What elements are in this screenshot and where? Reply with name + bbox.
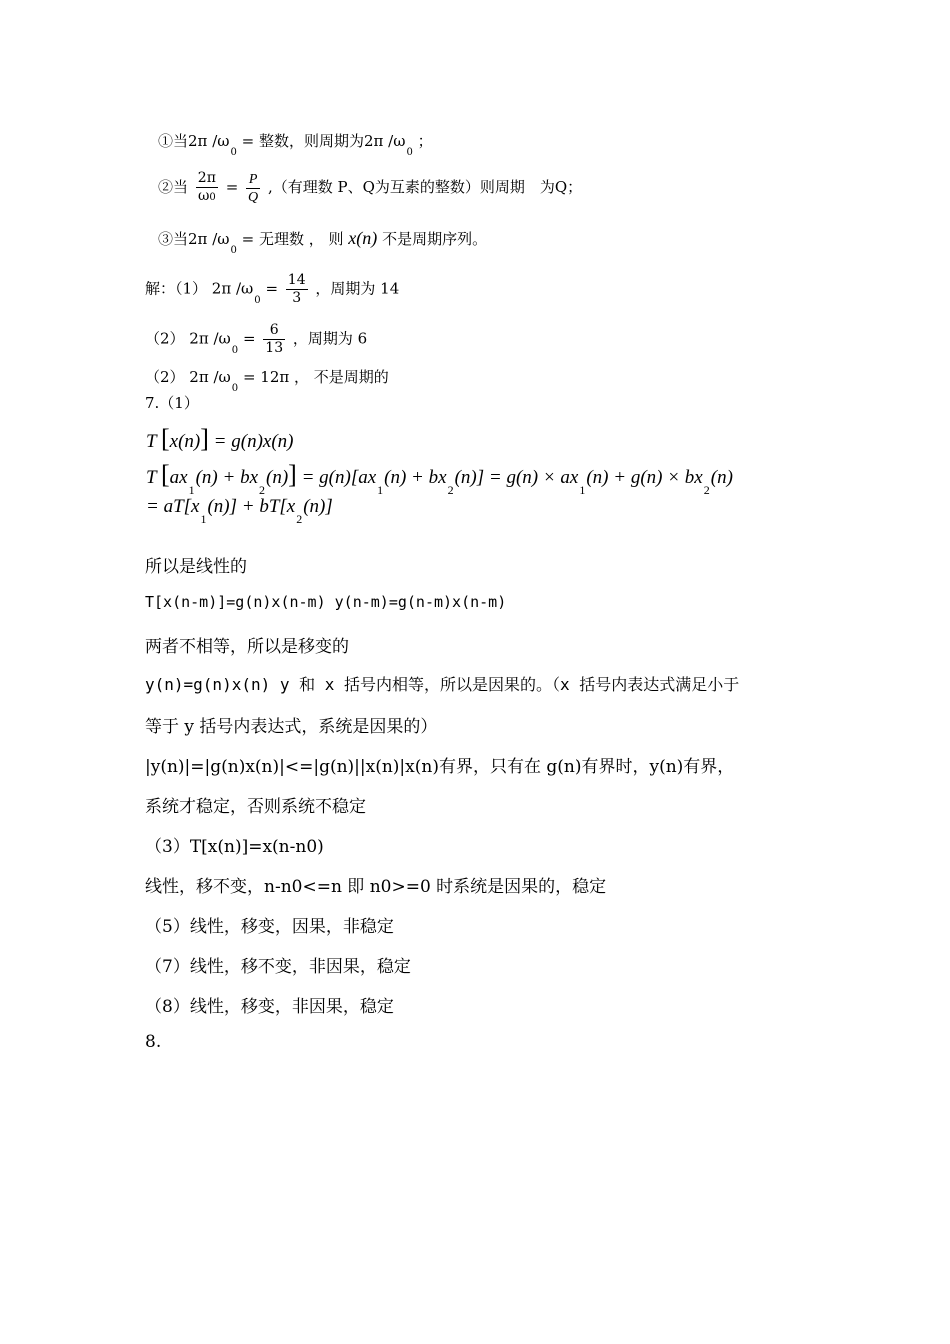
solution-2: （2） 2π $/\omega_0$ = $\frac{6}{13}$ ，周期为 6 xyxy=(145,322,368,356)
condition-1 xyxy=(158,130,433,158)
cond1-eq: = 整数，则周期为2π xyxy=(241,132,384,150)
shift-variance-expr: T[x(n-m)]=g(n)x(n-m) y(n-m)=g(n-m)x(n-m) xyxy=(145,593,507,611)
cond1-end: ； xyxy=(417,132,433,150)
solution-1: 解：（1） 2π $/\omega_0$ = $\frac{14}{3}$ ，周期为 14 xyxy=(145,272,400,306)
question-7-label: 7.（1） xyxy=(145,394,199,412)
part-3-conclusion: 线性，移不变，n-n0<=n 即 n0>=0 时系统是因果的，稳定 xyxy=(145,877,607,897)
cond2-text: ,（有理数 P、Q为互素的整数）则周期 为Q； xyxy=(267,178,583,196)
equation-3: = $aT[x_1(n)] + bT[x_2(n)]$ xyxy=(146,496,333,526)
cond3-eq: = 无理数 ， 则 xyxy=(241,230,344,248)
cond3-sub: 0 xyxy=(230,245,237,256)
cond1-omega2: /ω xyxy=(388,132,406,150)
cond2-eq: = xyxy=(225,178,239,196)
part-5-conclusion: （5）线性，移变，因果，非稳定 xyxy=(145,917,394,937)
cond2-fraction-p-q: $\frac{P}{Q}$ xyxy=(248,171,259,205)
cond3-start: ③当2π xyxy=(158,230,208,248)
condition-3 xyxy=(158,228,488,256)
causality-line-2: 等于 y 括号内表达式，系统是因果的） xyxy=(145,717,438,737)
equation-1: T [x(n)] = g(n)x(n) xyxy=(146,424,294,453)
cond1-omega: /ω xyxy=(212,132,230,150)
stability-line-1: |y(n)|=|g(n)x(n)|<=|g(n)||x(n)|x(n)有界，只有在 g(n)有界时，y(n)有界， xyxy=(145,757,735,777)
causality-line-1: y(n)=g(n)x(n) y 和 x 括号内相等，所以是因果的。（x 括号内表达式满足小于 xyxy=(145,675,740,694)
equation-2: T $[ax_1(n) + bx_2(n)] = g(n)[ax_1(n) + bx_2(n)] = g(n) \times ax_1(n) + g(n) \times bx_2(n)$ xyxy=(146,460,733,497)
part-7-conclusion: （7）线性，移不变，非因果，稳定 xyxy=(145,957,411,977)
cond1-sub: 0 xyxy=(230,147,237,158)
sol2-fraction: $\frac{6}{13}$ xyxy=(265,322,284,356)
cond3-omega: /ω xyxy=(212,230,230,248)
cond3-xn: x(n) xyxy=(348,228,378,248)
part-3-system: （3）T[x(n)]=x(n-n0) xyxy=(145,837,324,857)
condition-2 xyxy=(158,170,582,206)
cond3-end: 不是周期序列。 xyxy=(382,230,488,248)
part-8-conclusion: （8）线性，移变，非因果，稳定 xyxy=(145,997,394,1017)
cond1-start: ①当2π xyxy=(158,132,208,150)
linear-conclusion: 所以是线性的 xyxy=(145,557,247,577)
shift-variance-conclusion: 两者不相等，所以是移变的 xyxy=(145,637,349,657)
cond1-sub2: 0 xyxy=(406,147,413,158)
solution-3: （2） 2π $/\omega_0 = 12\pi$ ， 不是周期的 xyxy=(145,368,389,394)
sol1-fraction: $\frac{14}{3}$ xyxy=(287,272,306,306)
cond2-start: ②当 xyxy=(158,178,189,196)
cond2-fraction-2pi-omega: $\frac{2\pi}{\omega 0}$ xyxy=(197,170,216,204)
stability-line-2: 系统才稳定，否则系统不稳定 xyxy=(145,797,366,817)
question-8-label: 8. xyxy=(145,1032,162,1052)
